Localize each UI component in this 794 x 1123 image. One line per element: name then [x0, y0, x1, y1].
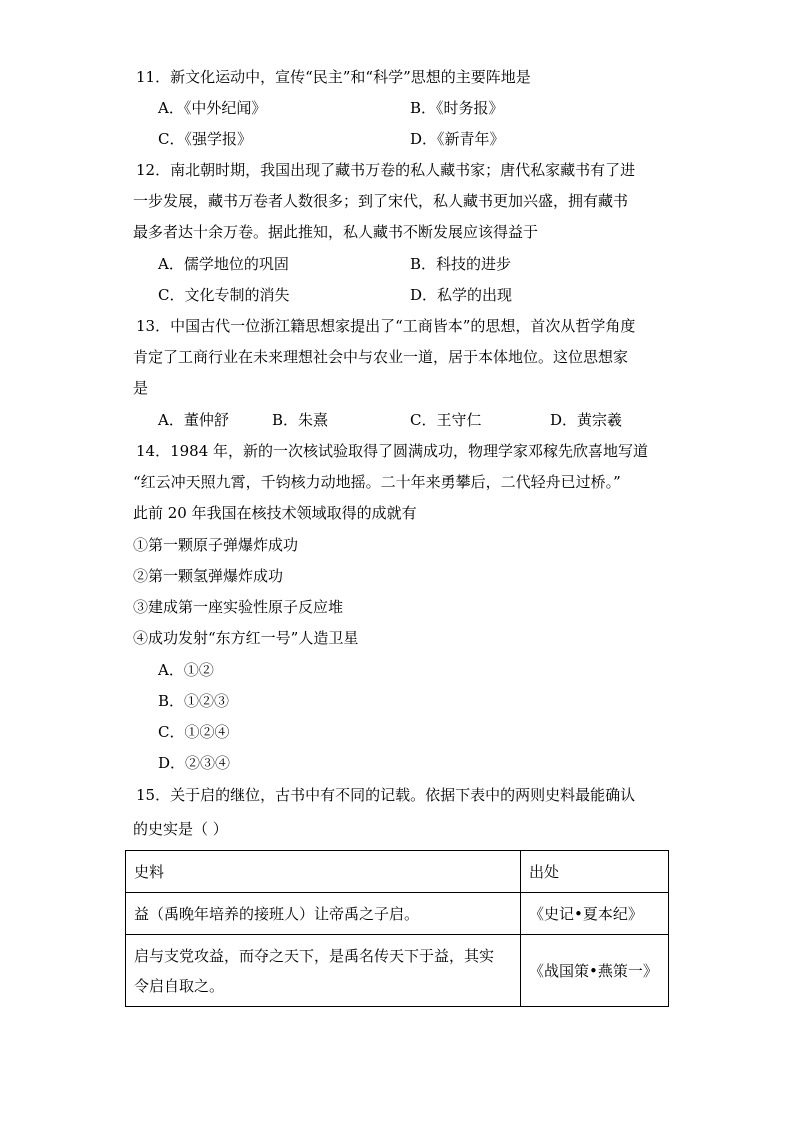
q14-option-b: B．①②③ — [158, 692, 230, 710]
q14-item-4: ④成功发射“东方红一号”人造卫星 — [133, 629, 359, 647]
source-table — [125, 850, 669, 1007]
table-cell-text-line1: 启与支党攻益，而夺之天下，是禹名传天下于益，其实 — [134, 946, 495, 965]
q15-stem-line1: 15．关于启的继位，古书中有不同的记载。依据下表中的两则史料最能确认 — [136, 786, 636, 804]
q14-item-1: ①第一颗原子弹爆炸成功 — [133, 536, 299, 554]
table-cell-source-text: 益（禹晚年培养的接班人）让帝禹之子启。 — [126, 893, 521, 935]
q12-stem-line1: 12．南北朝时期，我国出现了藏书万卷的私人藏书家；唐代私家藏书有了进 — [136, 161, 636, 179]
table-cell-origin: 《史记•夏本纪》 — [521, 893, 669, 935]
table-row — [126, 935, 669, 1007]
q13-option-c: C．王守仁 — [410, 411, 482, 429]
q12-option-b: B．科技的进步 — [410, 255, 512, 273]
q12-option-a: A．儒学地位的巩固 — [158, 255, 289, 273]
q13-option-a: A．董仲舒 — [158, 411, 229, 429]
q14-option-d: D．②③④ — [158, 754, 231, 772]
q14-option-c: C．①②④ — [158, 723, 230, 741]
table-cell-source-text — [126, 935, 521, 1007]
table-cell-origin: 《战国策•燕策一》 — [521, 935, 669, 1007]
q11-option-b: B．《时务报》 — [410, 99, 504, 117]
q13-option-b: B．朱熹 — [272, 411, 329, 429]
q14-option-a: A．①② — [158, 661, 214, 679]
q12-stem-line3: 最多者达十余万卷。据此推知，私人藏书不断发展应该得益于 — [133, 223, 539, 241]
q13-stem-line3: 是 — [133, 379, 149, 397]
q13-stem-line2: 肯定了工商行业在未来理想社会中与农业一道，居于本体地位。这位思想家 — [133, 348, 629, 366]
q13-option-d: D．黄宗羲 — [550, 411, 623, 429]
table-cell-text-line2: 令启自取之。 — [134, 976, 225, 995]
q11-stem: 11．新文化运动中，宣传“民主”和“科学”思想的主要阵地是 — [136, 68, 531, 86]
q12-option-d: D．私学的出现 — [410, 286, 513, 304]
q13-stem-line1: 13．中国古代一位浙江籍思想家提出了“工商皆本”的思想，首次从哲学角度 — [136, 317, 636, 335]
table-header-origin: 出处 — [521, 851, 669, 893]
q12-stem-line2: 一步发展，藏书万卷者人数很多；到了宋代，私人藏书更加兴盛，拥有藏书 — [133, 192, 629, 210]
q14-stem-line1: 14．1984 年，新的一次核试验取得了圆满成功，物理学家邓稼先欣喜地写道 — [136, 442, 649, 460]
q14-stem-line2: “红云冲天照九霄，千钧核力动地摇。二十年来勇攀后，二代轻舟已过桥。” — [133, 473, 621, 491]
q15-stem-line2: 的史实是（ ） — [133, 820, 228, 838]
q14-item-3: ③建成第一座实验性原子反应堆 — [133, 598, 344, 616]
q11-option-a: A．《中外纪闻》 — [158, 99, 267, 117]
table-header-row — [126, 851, 669, 893]
q12-option-c: C．文化专制的消失 — [158, 286, 290, 304]
q11-option-d: D．《新青年》 — [410, 130, 505, 148]
table-row — [126, 893, 669, 935]
table-header-source-text: 史料 — [126, 851, 521, 893]
q14-item-2: ②第一颗氢弹爆炸成功 — [133, 567, 284, 585]
q11-option-c: C．《强学报》 — [158, 130, 252, 148]
q14-stem-line3: 此前 20 年我国在核技术领域取得的成就有 — [133, 504, 417, 522]
